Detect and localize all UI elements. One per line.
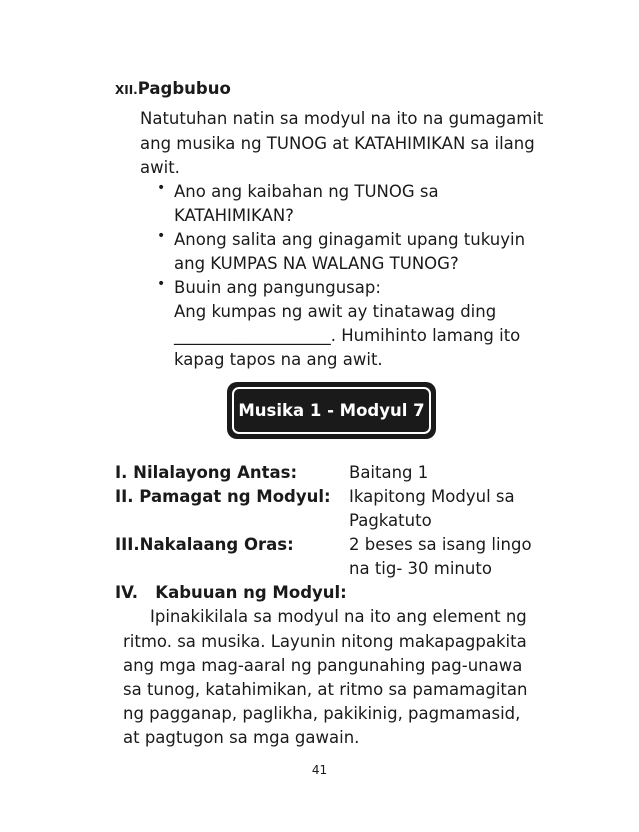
section-iv-line-2: ritmo. sa musika. Layunin nitong makapagpakita [123,632,527,651]
section-iv-heading: IV. Kabuuan ng Modyul: [115,583,347,602]
section-iv-line-5: ng pagganap, paglikha, pakikinig, pagmamasid, [123,704,521,723]
bullet-3-line-4: kapag tapos na ang awit. [174,350,383,369]
info-label-pamagat: II. Pamagat ng Modyul: [115,487,331,506]
info-label-oras: III.Nakalaang Oras: [115,535,294,554]
bullet-icon: • [157,180,166,196]
section-xii-heading [115,77,231,102]
info-value-oras-line-2: na tig- 30 minuto [349,559,492,578]
section-iv-line-1: Ipinakikilala sa modyul na ito ang element ng [150,607,527,626]
section-iv-line-3: ang mga mag-aaral ng pangunahing pag-unawa [123,656,523,675]
bullet-3-line-1: Buuin ang pangungusap: [174,278,381,297]
info-value-pamagat-line-1: Ikapitong Modyul sa [349,487,515,506]
info-value-oras-line-1: 2 beses sa isang lingo [349,535,532,554]
page-number: 41 [311,763,328,777]
bullet-3-line-3: ___________________. Humihinto lamang ito [174,326,521,345]
bullet-2-line-1: Anong salita ang ginagamit upang tukuyin [174,230,526,249]
bullet-icon: • [157,276,166,292]
section-xii-number: XII. [115,83,138,97]
info-value-antas: Baitang 1 [349,463,429,482]
section-xii-intro-line-2: ang musika ng TUNOG at KATAHIMIKAN sa ilang [140,134,535,153]
module-badge [227,382,436,439]
section-iv-line-4: sa tunog, katahimikan, at ritmo sa pamamagitan [123,680,528,699]
info-label-antas: I. Nilalayong Antas: [115,463,298,482]
section-iv-line-6: at pagtugon sa mga gawain. [123,728,360,747]
bullet-2-line-2: ang KUMPAS NA WALANG TUNOG? [174,254,459,273]
bullet-1-line-2: KATAHIMIKAN? [174,206,294,225]
section-xii-intro-line-3: awit. [140,158,180,177]
info-value-pamagat-line-2: Pagkatuto [349,511,432,530]
bullet-3-line-2: Ang kumpas ng awit ay tinatawag ding [174,302,497,321]
section-xii-title: Pagbubuo [137,79,231,98]
bullet-1-line-1: Ano ang kaibahan ng TUNOG sa [174,182,439,201]
module-badge-label: Musika 1 - Modyul 7 [232,387,431,434]
section-xii-intro-line-1: Natutuhan natin sa modyul na ito na gumagamit [140,109,544,128]
bullet-icon: • [157,228,166,244]
